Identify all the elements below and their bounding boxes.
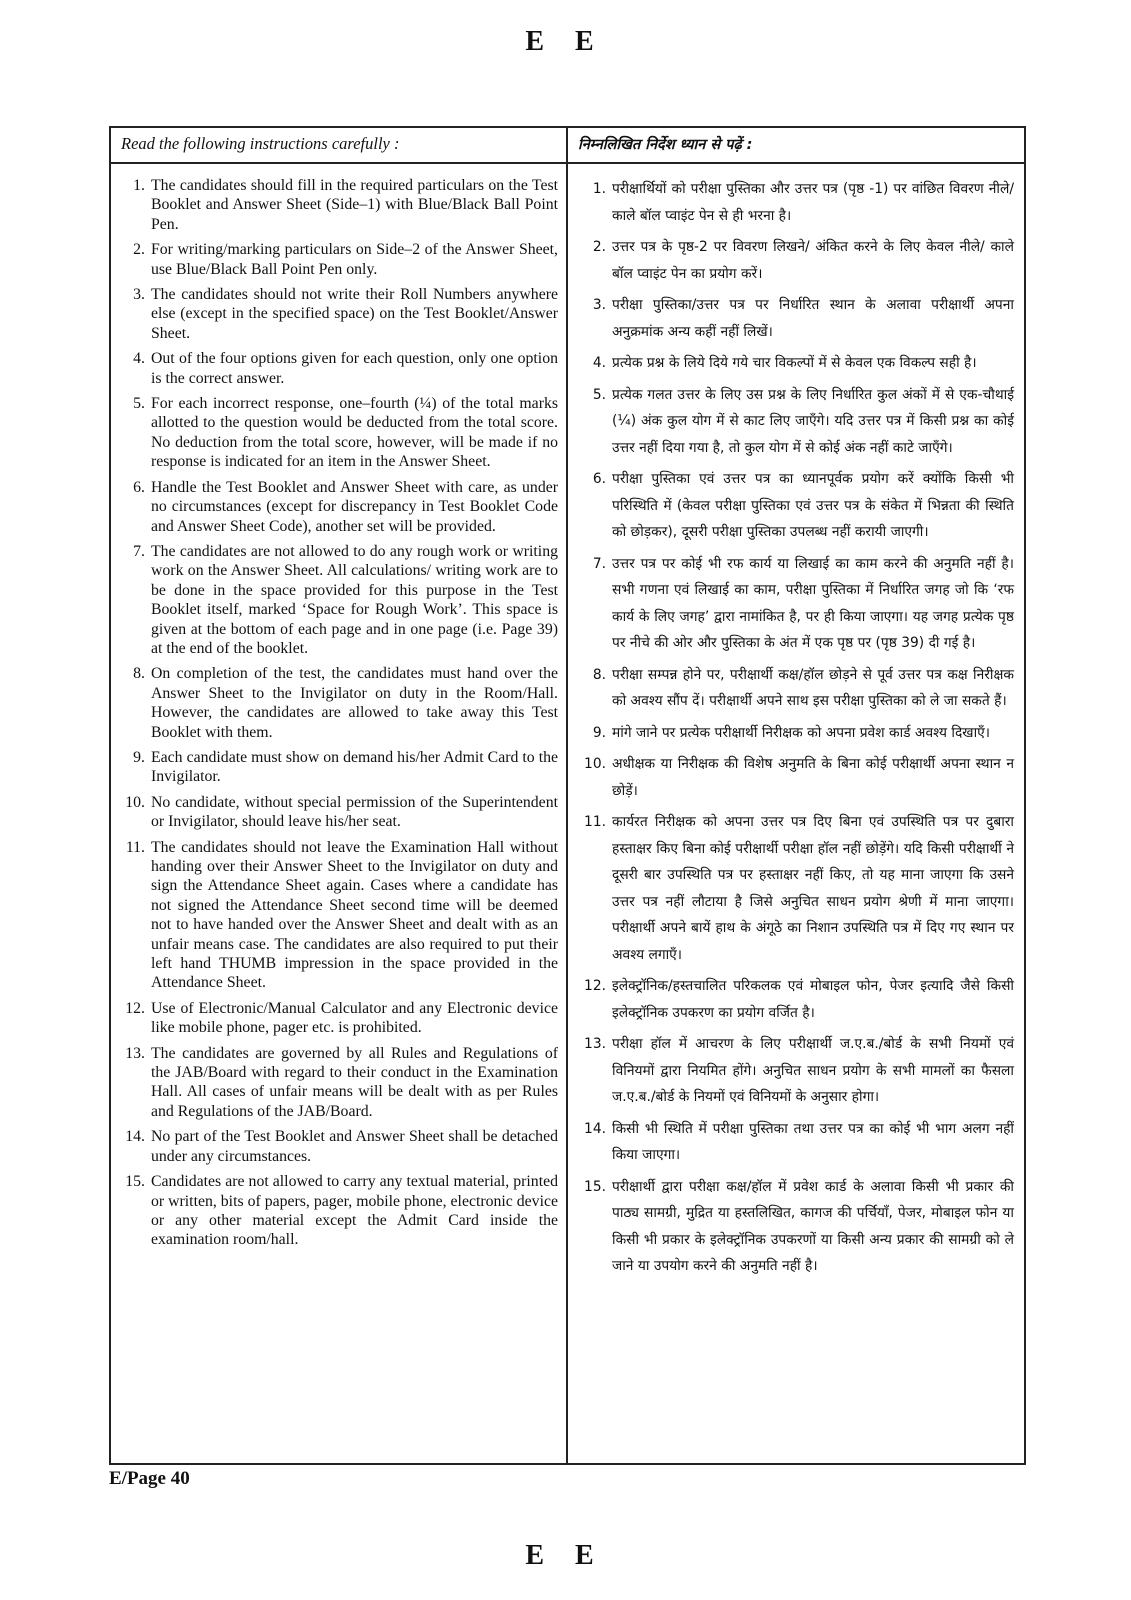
list-item — [576, 662, 1014, 715]
item-text: परीक्षार्थियों को परीक्षा पुस्तिका और उत्तर पत्र (पृष्ठ -1) पर वांछित विवरण नीले/ काले बॉल प्वाइंट पेन से ही भरना है। — [612, 181, 1014, 224]
list-item — [119, 838, 558, 993]
item-text: The candidates are not allowed to do any rough work or writing work on the Answer Sheet. All calculations/ writing work are to be done in the space provided for this purpose in the Test Booklet itself, marked ‘Space for Rough Work’. This space is given at the bottom of each page and in one page (i.e. Page 39) at the end of the booklet. — [151, 542, 558, 657]
item-text: परीक्षा पुस्तिका/उत्तर पत्र पर निर्धारित स्थान के अलावा परीक्षार्थी अपना अनुक्रमांक अन्य कहीं नहीं लिखें। — [612, 297, 1014, 340]
item-number: 4. — [592, 355, 606, 371]
item-number: 12. — [584, 978, 606, 994]
hindi-list — [568, 164, 1024, 1280]
item-text: कार्यरत निरीक्षक को अपना उत्तर पत्र दिए बिना एवं उपस्थिति पत्र पर दुबारा हस्ताक्षर किए बिना कोई परीक्षार्थी परीक्षा हॉल नहीं छोड़ेंगे। यदि किसी परीक्षार्थी ने दूसरी बार उपस्थिति पत्र पर हस्ताक्षर नहीं किए, तो यह माना जाएगा कि उसने उत्तर पत्र नहीं लौटाया है जिसे अनुचित साधन प्रयोग श्रेणी में माना जाएगा। परीक्षार्थी अपने बायें हाथ के अंगूठे का निशान उपस्थिति पत्र में दिए गए स्थान पर अवश्य लगाएँ। — [612, 814, 1014, 963]
item-number: 10. — [125, 793, 145, 811]
item-number: 7. — [592, 555, 606, 572]
list-item — [119, 349, 558, 388]
item-number: 9. — [133, 748, 145, 766]
item-text: इलेक्ट्रॉनिक/हस्तचालित परिकलक एवं मोबाइल फोन, पेजर इत्यादि जैसे किसी इलेक्ट्रॉनिक उपकरण का प्रयोग वर्जित है। — [612, 978, 1014, 1021]
item-text: प्रत्येक प्रश्न के लिये दिये गये चार विकल्पों में से केवल एक विकल्प सही है। — [612, 355, 977, 371]
list-item — [576, 973, 1014, 1026]
item-text: The candidates should not leave the Examination Hall without handing over their Answer Sheet to the Invigilator on duty and sign the Attendance Sheet again. Cases where a candidate has not signed the Attendance Sheet second time will be deemed not to have handed over the Answer Sheet and dealt with as an unfair means case. The candidates are also required to put their left hand THUMB impression in the space provided in the Attendance Sheet. — [151, 838, 558, 992]
list-item — [576, 292, 1014, 345]
item-number: 14. — [584, 1120, 606, 1137]
list-item — [576, 234, 1014, 287]
item-number: 8. — [133, 665, 145, 683]
item-text: No part of the Test Booklet and Answer Sheet shall be detached under any circumstances. — [151, 1128, 558, 1165]
english-column — [111, 128, 568, 1463]
item-text: Handle the Test Booklet and Answer Sheet with care, as under no circumstances (except for discrepancy in Test Booklet Code and Answer Sheet Code), another set will be provided. — [151, 478, 558, 535]
item-text: On completion of the test, the candidates must hand over the Answer Sheet to the Invigilator on duty in the Room/Hall. However, the candidates are allowed to take away this Test Booklet with them. — [151, 665, 558, 741]
footer-mark: E E — [525, 1540, 606, 1571]
list-item — [576, 1174, 1014, 1280]
english-heading: Read the following instructions carefully : — [111, 128, 566, 164]
item-text: परीक्षा पुस्तिका एवं उत्तर पत्र का ध्यानपूर्वक प्रयोग करें क्योंकि किसी भी परिस्थिति में (केवल परीक्षा पुस्तिका एवं उत्तर पत्र के संकेत में भिन्नता की स्थिति को छोड़कर), दूसरी परीक्षा पुस्तिका उपलब्ध नहीं करायी जाएगी। — [612, 471, 1014, 540]
item-number: 9. — [592, 724, 606, 741]
item-text: The candidates should not write their Roll Numbers anywhere else (except in the specified space) on the Test Booklet/Answer Sheet. — [151, 286, 558, 342]
item-number: 6. — [592, 471, 606, 487]
list-item — [119, 285, 558, 343]
item-number: 5. — [592, 386, 606, 403]
item-text: उत्तर पत्र के पृष्ठ-2 पर विवरण लिखने/ अंकित करने के लिए केवल नीले/ काले बॉल प्वाइंट पेन का प्रयोग करें। — [612, 239, 1014, 282]
item-number: 6. — [133, 478, 145, 496]
item-text: परीक्षार्थी द्वारा परीक्षा कक्ष/हॉल में प्रवेश कार्ड के अलावा किसी भी प्रकार की पाठ्य सामग्री, मुद्रित या हस्तलिखित, कागज की पर्चियाँ, पेजर, मोबाइल फोन या किसी भी प्रकार के इलेक्ट्रॉनिक उपकरणों या किसी अन्य प्रकार की सामग्री को ले जाने या उपयोग करने की अनुमति नहीं है। — [612, 1178, 1014, 1274]
item-text: For each incorrect response, one–fourth (¼) of the total marks allotted to the question would be deducted from the total score. No deduction from the total score, however, will be made if no response is indicated for an item in the Answer Sheet. — [151, 395, 558, 471]
list-item — [119, 664, 558, 742]
item-text: Each candidate must show on demand his/her Admit Card to the Invigilator. — [151, 748, 558, 786]
item-number: 13. — [125, 1044, 145, 1062]
item-number: 15. — [125, 1173, 145, 1191]
item-number: 12. — [125, 999, 145, 1017]
item-text: परीक्षा सम्पन्न होने पर, परीक्षार्थी कक्ष/हॉल छोड़ने से पूर्व उत्तर पत्र कक्ष निरीक्षक को अवश्य सौंप दें। परीक्षार्थी अपने साथ इस परीक्षा पुस्तिका को ले जा सकते हैं। — [612, 666, 1014, 709]
instructions-box — [109, 126, 1026, 1465]
english-list — [111, 164, 566, 1250]
list-item — [119, 394, 558, 472]
item-text: अधीक्षक या निरीक्षक की विशेष अनुमति के बिना कोई परीक्षार्थी अपना स्थान न छोड़ें। — [612, 756, 1014, 799]
list-item — [576, 1031, 1014, 1111]
item-text: No candidate, without special permission of the Superintendent or Invigilator, should leave his/her seat. — [151, 793, 558, 831]
list-item — [119, 999, 558, 1038]
item-text: The candidates should fill in the required particulars on the Test Booklet and Answer Sheet (Side–1) with Blue/Black Ball Point Pen. — [151, 177, 558, 233]
item-number: 11. — [125, 838, 145, 856]
list-item — [119, 1172, 558, 1250]
list-item — [576, 466, 1014, 546]
list-item — [119, 793, 558, 832]
list-item — [576, 551, 1014, 657]
list-item — [119, 748, 558, 787]
item-text: प्रत्येक गलत उत्तर के लिए उस प्रश्न के लिए निर्धारित कुल अंकों में से एक-चौथाई (¼) अंक कुल योग में से काट लिए जाएँगे। यदि उत्तर पत्र में किसी प्रश्न का कोई उत्तर नहीं दिया गया है, तो कुल योग में से कोई अंक नहीं काटे जाएँगे। — [612, 386, 1014, 456]
item-number: 7. — [133, 542, 145, 560]
list-item — [119, 1127, 558, 1166]
list-item — [576, 350, 1014, 377]
list-item — [576, 809, 1014, 968]
list-item — [119, 1044, 558, 1122]
item-number: 2. — [592, 239, 606, 255]
list-item — [576, 720, 1014, 747]
item-number: 5. — [133, 395, 145, 413]
list-item — [576, 382, 1014, 462]
item-number: 13. — [584, 1036, 606, 1052]
list-item — [119, 478, 558, 536]
item-number: 2. — [133, 241, 145, 259]
list-item — [119, 240, 558, 279]
item-number: 1. — [592, 181, 606, 197]
item-text: Candidates are not allowed to carry any textual material, printed or written, bits of papers, pager, mobile phone, electronic device or any other material except the Admit Card inside the examination room/hall. — [151, 1173, 558, 1249]
item-number: 3. — [133, 286, 145, 304]
hindi-heading: निम्नलिखित निर्देश ध्यान से पढ़ें : — [568, 128, 1024, 164]
item-number: 11. — [584, 814, 606, 830]
item-text: Out of the four options given for each question, only one option is the correct answer. — [151, 350, 558, 387]
list-item — [576, 176, 1014, 229]
item-number: 15. — [584, 1178, 606, 1195]
item-text: For writing/marking particulars on Side–2 of the Answer Sheet, use Blue/Black Ball Point Pen only. — [151, 241, 558, 278]
item-text: Use of Electronic/Manual Calculator and any Electronic device like mobile phone, pager etc. is prohibited. — [151, 999, 558, 1037]
item-text: किसी भी स्थिति में परीक्षा पुस्तिका तथा उत्तर पत्र का कोई भी भाग अलग नहीं किया जाएगा। — [612, 1120, 1014, 1163]
item-number: 1. — [133, 177, 145, 194]
list-item — [576, 1116, 1014, 1169]
hindi-column — [568, 128, 1024, 1463]
item-number: 8. — [592, 666, 606, 683]
item-number: 4. — [133, 350, 145, 368]
item-text: उत्तर पत्र पर कोई भी रफ कार्य या लिखाई का काम करने की अनुमति नहीं है। सभी गणना एवं लिखाई का काम, परीक्षा पुस्तिका में निर्धारित जगह जो कि ‘रफ कार्य के लिए जगह’ द्वारा नामांकित है, पर ही किया जाएगा। यह जगह प्रत्येक पृष्ठ पर नीचे की ओर और पुस्तिका के अंत में एक पृष्ठ पर (पृष्ठ 39) दी गई है। — [612, 555, 1014, 651]
item-number: 14. — [125, 1128, 145, 1146]
item-text: परीक्षा हॉल में आचरण के लिए परीक्षार्थी ज.ए.ब./बोर्ड के सभी नियमों एवं विनियमों द्वारा नियमित होंगे। अनुचित साधन प्रयोग के सभी मामलों का फैसला ज.ए.ब./बोर्ड के नियमों एवं विनियमों के अनुसार होगा। — [612, 1036, 1014, 1105]
header-mark: E E — [525, 26, 606, 57]
item-number: 10. — [584, 756, 606, 772]
item-text: The candidates are governed by all Rules and Regulations of the JAB/Board with regard to their conduct in the Examination Hall. All cases of unfair means will be dealt with as per Rules and Regulations of the JAB/Board. — [151, 1044, 558, 1120]
list-item — [576, 751, 1014, 804]
page-number: E/Page 40 — [109, 1468, 190, 1489]
list-item — [119, 176, 558, 234]
item-text: मांगे जाने पर प्रत्येक परीक्षार्थी निरीक्षक को अपना प्रवेश कार्ड अवश्य दिखाएँ। — [612, 724, 990, 741]
list-item — [119, 542, 558, 658]
item-number: 3. — [592, 297, 606, 313]
